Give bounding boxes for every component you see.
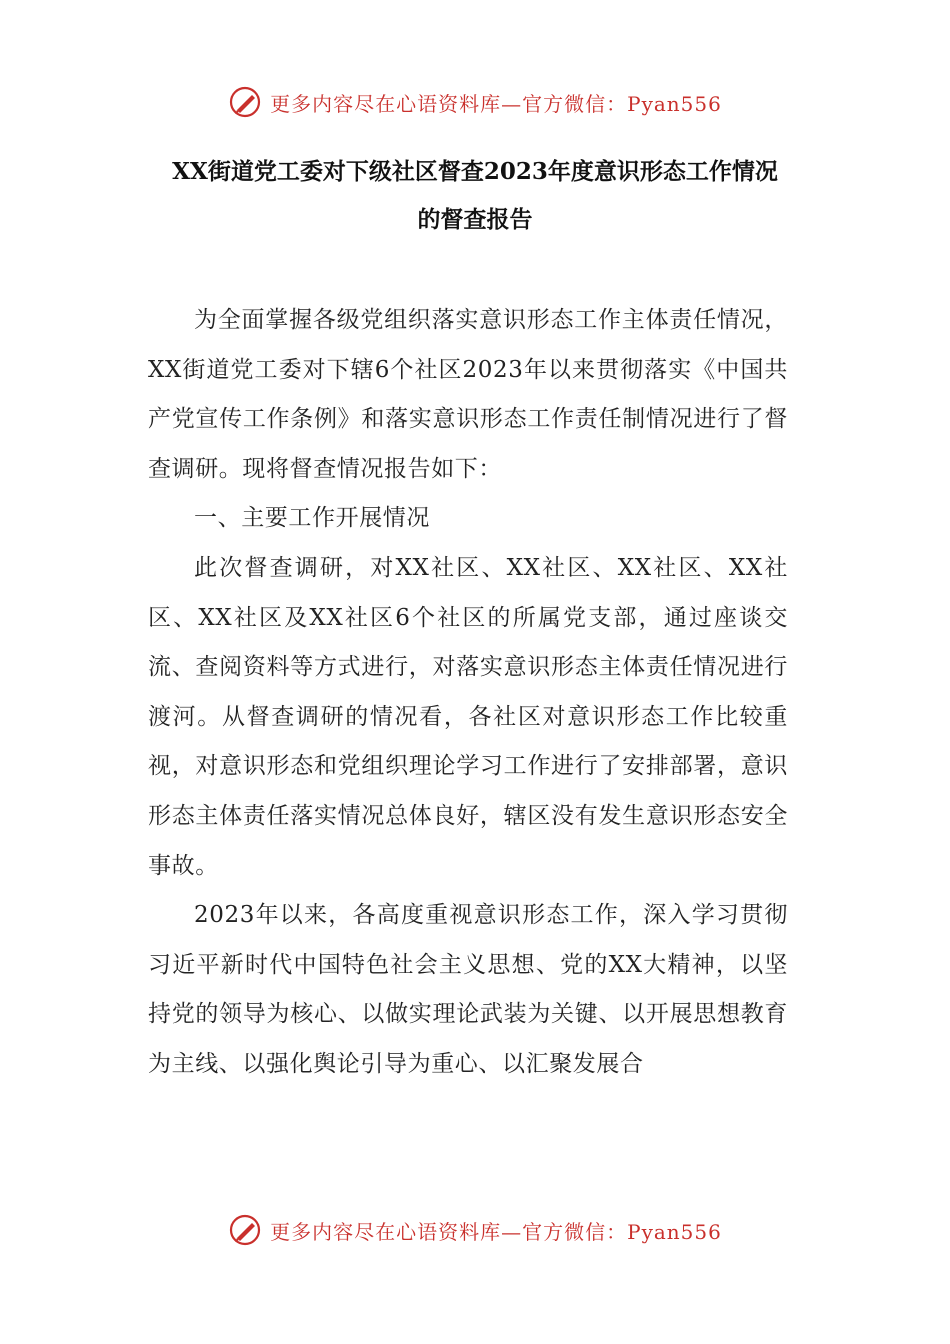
footer-banner	[0, 1210, 950, 1250]
pen-logo-icon	[228, 85, 262, 119]
document-title-line-2: 的督查报告	[417, 206, 533, 233]
section-heading: 一、主要工作开展情况	[194, 505, 430, 532]
header-banner-contact: 官方微信：Pyan556	[522, 91, 722, 116]
intro-paragraph: 为全面掌握各级党组织落实意识形态工作主体责任情况，XX街道党工委对下辖6个社区2023年以来贯彻落实《中国共产党宣传工作条例》和落实意识形态工作责任制情况进行了督查调研。现将督查情况报告如下：	[148, 307, 788, 482]
header-banner-separator: —	[501, 91, 523, 116]
document-title	[100, 148, 850, 244]
body-paragraph: 2023年以来，各高度重视意识形态工作，深入学习贯彻习近平新时代中国特色社会主义思想、党的XX大精神，以坚持党的领导为核心、以做实理论武装为关键、以开展思想教育为主线、以强化舆论引导为重心、以汇聚发展合	[148, 902, 788, 1077]
pen-logo-icon	[228, 1213, 262, 1247]
header-banner-title: 更多内容尽在心语资料库	[270, 91, 502, 116]
document-title-line-1: XX街道党工委对下级社区督查2023年度意识形态工作情况	[172, 158, 778, 185]
footer-banner-text	[270, 1216, 722, 1245]
header-banner	[0, 82, 950, 122]
document-body	[148, 296, 788, 1090]
footer-banner-title: 更多内容尽在心语资料库	[270, 1219, 502, 1244]
body-paragraph: 此次督查调研，对XX社区、XX社区、XX社区、XX社区、XX社区及XX社区6个社区的所属党支部，通过座谈交流、查阅资料等方式进行，对落实意识形态主体责任情况进行渡河。从督查调研的情况看，各社区对意识形态工作比较重视，对意识形态和党组织理论学习工作进行了安排部署，意识形态主体责任落实情况总体良好，辖区没有发生意识形态安全事故。	[148, 554, 788, 879]
footer-banner-contact: 官方微信：Pyan556	[522, 1219, 722, 1244]
header-banner-text	[270, 88, 722, 117]
footer-banner-separator: —	[501, 1219, 523, 1244]
